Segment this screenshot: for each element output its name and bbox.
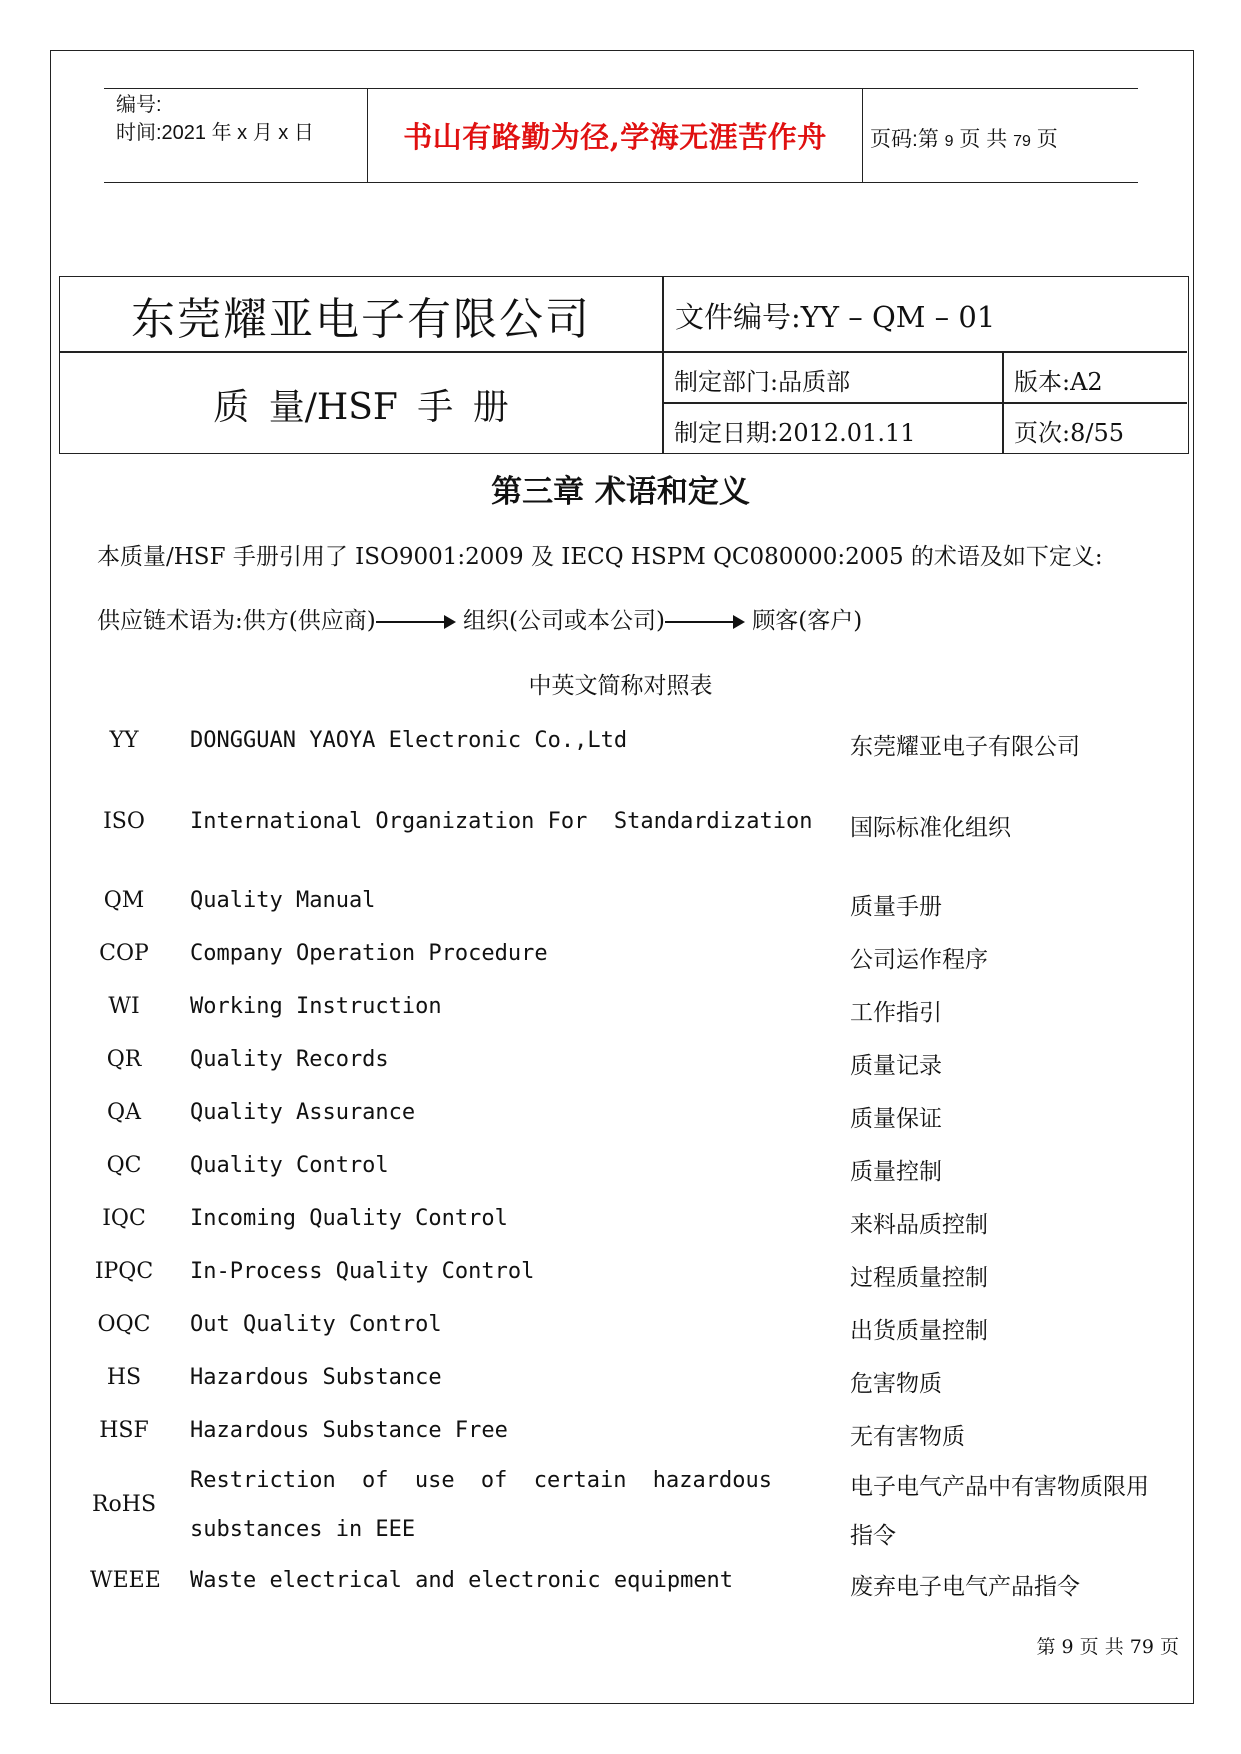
term-abbr: QR (106, 1047, 142, 1072)
term-english: Waste electrical and electronic equipment (190, 1568, 734, 1593)
term-english: Out Quality Control (190, 1312, 442, 1337)
term-abbr: QC (106, 1153, 142, 1178)
term-chinese: 过程质量控制 (850, 1265, 988, 1291)
divider (662, 402, 1187, 404)
divider (662, 277, 664, 453)
term-chinese: 来料品质控制 (850, 1212, 988, 1238)
page-footer (1037, 1632, 1180, 1659)
term-chinese: 无有害物质 (850, 1424, 965, 1450)
footer-prefix: 第 (1036, 1636, 1062, 1658)
term-chinese: 质量保证 (850, 1106, 942, 1132)
page-current: 9 (944, 133, 954, 150)
time-label: 时间:2021 年 x 月 x 日 (116, 122, 314, 144)
term-abbr: HSF (99, 1418, 149, 1443)
department: 制定部门:品质部 (674, 368, 851, 396)
footer-middle: 页 共 (1073, 1636, 1130, 1658)
divider (1002, 351, 1004, 453)
term-abbr: QA (107, 1100, 141, 1125)
term-chinese: 质量记录 (850, 1053, 942, 1079)
term-abbr: COP (99, 941, 149, 966)
term-english-line-1: Restriction of use of certain hazardous (190, 1468, 772, 1493)
intro-text: 本质量/HSF 手册引用了 ISO9001:2009 及 IECQ HSPM QC080000:2005 的术语及如下定义: (97, 544, 1103, 570)
footer-total: 79 (1129, 1636, 1154, 1658)
company-info-table (59, 276, 1189, 454)
term-english: International Organization For Standardization (190, 809, 813, 834)
term-english: Quality Assurance (190, 1100, 416, 1125)
chapter-title: 第三章 术语和定义 (491, 474, 750, 510)
term-abbr: WEEE (90, 1568, 161, 1593)
term-chinese: 危害物质 (850, 1371, 942, 1397)
page-prefix: 页码:第 (870, 128, 945, 151)
issue-date: 制定日期:2012.01.11 (674, 419, 916, 447)
chain-supplier: 供应链术语为:供方(供应商) (97, 608, 376, 634)
term-english: Hazardous Substance Free (190, 1418, 508, 1443)
term-abbr: YY (109, 728, 139, 753)
term-english: Hazardous Substance (190, 1365, 442, 1390)
term-abbr: IPQC (94, 1259, 154, 1284)
term-abbr: QM (103, 888, 145, 913)
term-english: Quality Records (190, 1047, 389, 1072)
term-english: DONGGUAN YAOYA Electronic Co.,Ltd (190, 728, 628, 753)
number-label: 编号: (116, 94, 162, 116)
term-english: Working Instruction (190, 994, 442, 1019)
term-english: Quality Manual (190, 888, 376, 913)
term-chinese: 质量控制 (850, 1159, 942, 1185)
term-abbr: OQC (97, 1312, 151, 1337)
term-chinese: 废弃电子电气产品指令 (850, 1574, 1080, 1600)
term-chinese: 工作指引 (850, 1000, 942, 1026)
term-english: Incoming Quality Control (190, 1206, 508, 1231)
chain-organization: 组织(公司或本公司) (463, 608, 665, 634)
table-caption: 中英文简称对照表 (528, 673, 713, 699)
term-abbr: RoHS (91, 1492, 157, 1517)
arrow-right-icon (376, 621, 454, 623)
footer-current: 9 (1061, 1636, 1074, 1658)
supply-chain-line (97, 602, 862, 635)
term-chinese: 国际标准化组织 (850, 815, 1011, 841)
term-chinese: 东莞耀亚电子有限公司 (850, 734, 1080, 760)
page-total: 79 (1013, 133, 1031, 150)
term-abbr: WI (108, 994, 140, 1019)
term-abbr: IQC (102, 1206, 146, 1231)
term-english: In-Process Quality Control (190, 1259, 535, 1284)
term-english: Quality Control (190, 1153, 389, 1178)
version: 版本:A2 (1014, 368, 1103, 396)
chain-customer: 顾客(客户) (752, 608, 863, 634)
term-chinese: 质量手册 (850, 894, 942, 920)
term-abbr: HS (106, 1365, 142, 1390)
term-chinese: 公司运作程序 (850, 947, 988, 973)
term-english-line-2: substances in EEE (190, 1517, 416, 1542)
page-suffix: 页 (1030, 128, 1058, 151)
arrow-right-icon (665, 621, 743, 623)
document-header (104, 88, 1138, 183)
term-english: Company Operation Procedure (190, 941, 548, 966)
motto: 书山有路勤为径,学海无涯苦作舟 (403, 120, 827, 154)
page-count: 页次:8/55 (1014, 419, 1124, 447)
header-meta (116, 91, 356, 147)
term-chinese-line-1: 电子电气产品中有害物质限用 (850, 1474, 1149, 1500)
header-page-number (870, 123, 1058, 153)
file-number: 文件编号:YY – QM – 01 (675, 300, 996, 334)
term-chinese-line-2: 指令 (850, 1523, 896, 1549)
term-abbr: ISO (103, 809, 145, 834)
manual-title: 质 量/HSF 手 册 (213, 386, 509, 428)
term-chinese: 出货质量控制 (850, 1318, 988, 1344)
page-middle: 页 共 (953, 128, 1014, 151)
company-name: 东莞耀亚电子有限公司 (131, 294, 591, 345)
motto-cell (367, 88, 863, 183)
footer-suffix: 页 (1153, 1636, 1179, 1658)
